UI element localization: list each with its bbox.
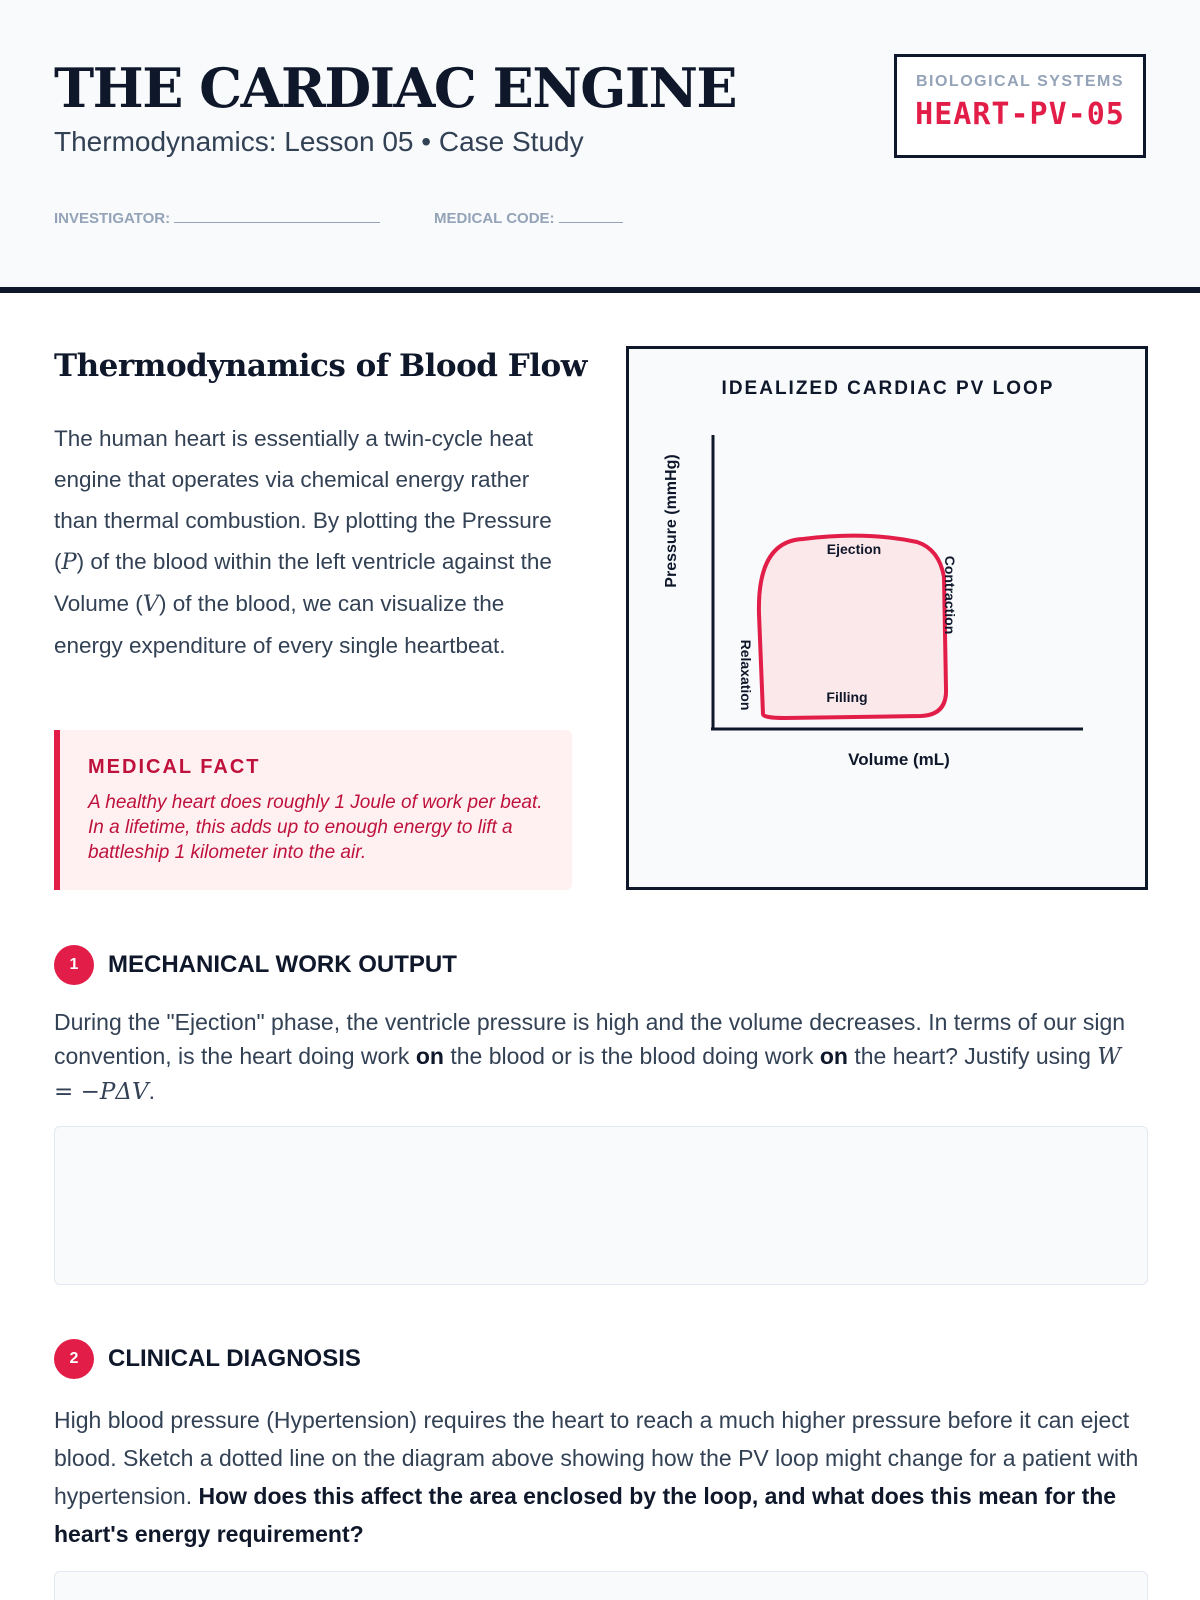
q1-text-4: .: [148, 1078, 155, 1104]
q2-bold: How does this affect the area enclosed by the loop, and what does this mean for the heart's energy requirement?: [54, 1483, 1117, 1547]
question-1-header: [54, 945, 1146, 985]
q1-formula: W = −PΔV: [54, 1044, 1121, 1105]
q1-bold-1: on: [415, 1043, 444, 1069]
pv-loop-diagram: [629, 349, 1145, 887]
q1-text-1: During the "Ejection" phase, the ventricle pressure is high and the volume decreases. In terms of our sign convention, is the heart doing work: [54, 1009, 1126, 1069]
intro-text-1: The human heart is essentially a twin-cycle heat engine that operates via chemical energy rather than thermal combustion. By plotting the Pressure (: [54, 426, 552, 574]
investigator-blank[interactable]: [174, 211, 380, 223]
investigator-label: INVESTIGATOR:: [54, 210, 171, 227]
symbol-v: V: [142, 591, 160, 617]
section-heading: Thermodynamics of Blood Flow: [54, 348, 587, 384]
question-2-title: CLINICAL DIAGNOSIS: [108, 1345, 361, 1372]
intro-paragraph: [54, 418, 574, 666]
phase-label-relaxation: Relaxation: [738, 639, 754, 711]
pv-loop-figure: [626, 346, 1148, 890]
page-header: [0, 0, 1200, 293]
fact-text: A healthy heart does roughly 1 Joule of work per beat. In a lifetime, this adds up to enough energy to lift a battleship 1 kilometer into the air.: [88, 792, 543, 863]
question-2-number-badge: 2: [54, 1339, 94, 1379]
q2-text-1: High blood pressure (Hypertension) requires the heart to reach a much higher pressure before it can eject blood. Sketch a dotted line on the diagram above showing how the PV loop might change for a patient with hypertension.: [54, 1407, 1139, 1509]
question-1-title: MECHANICAL WORK OUTPUT: [108, 951, 457, 978]
q1-bold-2: on: [819, 1043, 848, 1069]
y-axis-label: Pressure (mmHg): [663, 454, 680, 588]
phase-label-filling: Filling: [826, 689, 868, 705]
chart-title: IDEALIZED CARDIAC PV LOOP: [721, 378, 1055, 399]
answer-box-2[interactable]: [54, 1571, 1148, 1600]
answer-box-1[interactable]: [54, 1126, 1148, 1285]
investigator-field[interactable]: [54, 210, 380, 227]
question-1-number-badge: 1: [54, 945, 94, 985]
intro-text-3: ) of the blood, we can visualize the energy expenditure of every single heartbeat.: [54, 591, 506, 658]
page-title: THE CARDIAC ENGINE: [54, 56, 737, 120]
q1-text-3: the heart? Justify using: [847, 1043, 1098, 1069]
question-1: [54, 945, 1146, 1109]
medical-code-blank[interactable]: [559, 211, 623, 223]
question-2: [54, 1339, 1146, 1553]
q1-text-2: the blood or is the blood doing work: [443, 1043, 820, 1069]
symbol-p: P: [61, 549, 77, 575]
x-axis-label: Volume (mL): [848, 750, 950, 769]
medical-fact-callout: [54, 730, 572, 890]
medical-code-label: MEDICAL CODE:: [434, 210, 555, 227]
intro-text-2: ) of the blood within the left ventricle against the Volume (: [54, 549, 552, 616]
question-1-text: [54, 1005, 1146, 1109]
page-subtitle: Thermodynamics: Lesson 05 • Case Study: [54, 126, 584, 157]
question-2-header: [54, 1339, 1146, 1379]
medical-code-field[interactable]: [434, 210, 623, 227]
code-box-label: BIOLOGICAL SYSTEMS: [915, 73, 1125, 90]
phase-label-ejection: Ejection: [826, 541, 882, 557]
code-box: [894, 54, 1146, 158]
fact-title: MEDICAL FACT: [88, 756, 261, 778]
code-box-value: HEART-PV-05: [915, 97, 1125, 132]
question-2-text: [54, 1401, 1146, 1553]
phase-label-contraction: Contraction: [942, 555, 958, 635]
